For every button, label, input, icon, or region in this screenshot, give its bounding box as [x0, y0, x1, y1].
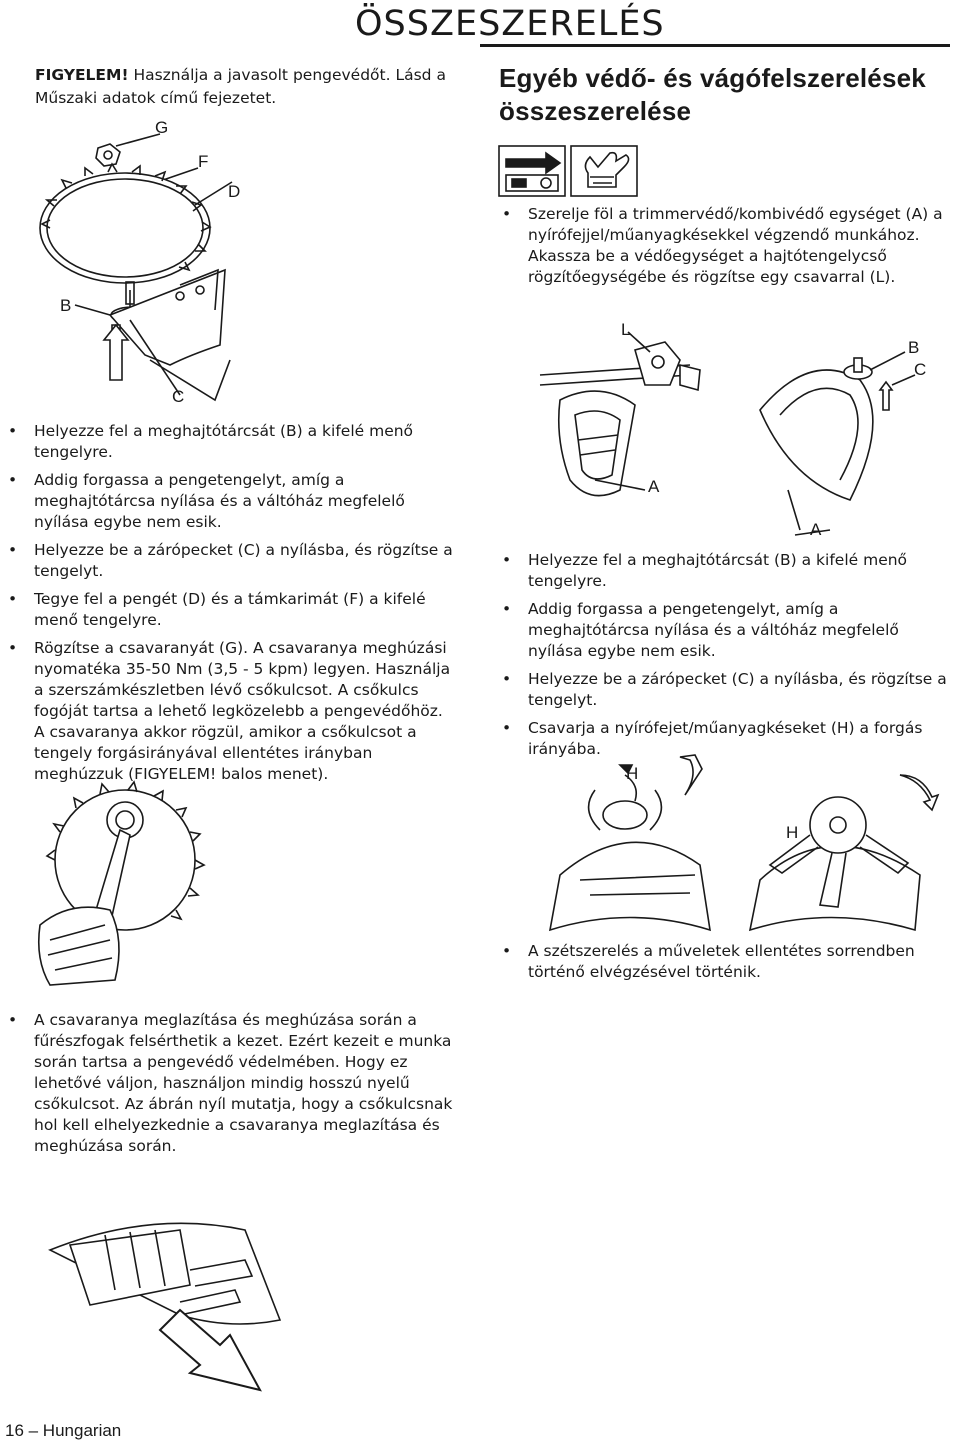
trimmer-guard-figure [540, 330, 950, 550]
trimmer-head-figure [520, 755, 950, 935]
list-item: • Csavarja a nyírófejet/műanyagkéseket (H) a forgás irányába. [502, 718, 952, 760]
left-bottom-list [8, 1010, 458, 1164]
label-b-right: B [908, 338, 920, 357]
label-h-2: H [786, 823, 799, 842]
label-c-right: C [914, 360, 927, 379]
wrench-tightening-figure [30, 780, 450, 990]
tool-icons [498, 145, 640, 197]
label-f: F [198, 152, 209, 171]
label-a-2: A [810, 520, 822, 539]
wrench-position-figure [30, 1190, 310, 1390]
warning-text: Használja a javasolt pengevédőt. Lásd a Műszaki adatok című fejezetet. [35, 66, 446, 107]
left-steps-list [8, 421, 458, 792]
list-item: • A szétszerelés a műveletek ellentétes sorrendben történő elvégzésével történik. [502, 941, 952, 983]
warning-note [35, 64, 455, 110]
label-d: D [228, 182, 241, 201]
warning-label: FIGYELEM! [35, 66, 129, 84]
title-underline [480, 44, 950, 47]
blade-assembly-figure [30, 110, 450, 410]
label-a-1: A [648, 477, 660, 496]
right-steps-list [502, 550, 952, 767]
section-title: Egyéb védő- és vágófelszerelések összeszerelése [499, 63, 926, 126]
label-b: B [60, 296, 72, 315]
list-item: • Helyezze be a zárópecket (C) a nyílásba, és rögzítse a tengelyt. [502, 669, 952, 711]
label-h-1: H [626, 764, 639, 783]
label-g: G [155, 118, 169, 137]
label-l: L [621, 320, 631, 339]
label-c: C [172, 387, 185, 406]
list-item: • Rögzítse a csavaranyát (G). A csavaranya meghúzási nyomatéka 35-50 Nm (3,5 - 5 kpm) legyen. Használja a szerszámkészletben lévő csőkulcsot. A csőkulcs fogóját tartsa a lehető legközelebb a pengevédőhöz. A csavaranya akkor rögzül, amikor a csőkulcsot a tengely forgásirányával ellentétes irányban meghúzzuk (FIGYELEM! balos menet). [8, 638, 458, 785]
list-item: • Addig forgassa a pengetengelyt, amíg a meghajtótárcsa nyílása és a váltóház megfelelő nyílása egybe nem esik. [502, 599, 952, 662]
list-item: • A csavaranya meglazítása és meghúzása során a fűrészfogak felsérthetik a kezet. Ezért kezeit e munka során tartsa a pengevédő védelmében. Hogy ez lehetővé váljon, használjon mindig hosszú nyelű csőkulcsot. Az ábrán nyíl mutatja, hogy a csőkulcsnak hol kell elhelyezkednie a csavaranya meglazítása és meghúzása során. [8, 1010, 458, 1157]
list-item: • Helyezze fel a meghajtótárcsát (B) a kifelé menő tengelyre. [8, 421, 458, 463]
list-item: • Szerelje föl a trimmervédő/kombivédő egységet (A) a nyírófejjel/műanyagkésekkel végzendő munkához. Akassza be a védőegységet a hajtótengelycső rögzítőegységébe és rögzítse egy csavarral (L). [502, 204, 952, 288]
list-item: • Tegye fel a pengét (D) és a támkarimát (F) a kifelé menő tengelyre. [8, 589, 458, 631]
right-bottom-list [502, 941, 952, 990]
right-top-list [502, 204, 952, 295]
list-item: • Addig forgassa a pengetengelyt, amíg a meghajtótárcsa nyílása és a váltóház megfelelő nyílása egybe nem esik. [8, 470, 458, 533]
page-footer: 16 – Hungarian [5, 1421, 122, 1440]
list-item: • Helyezze fel a meghajtótárcsát (B) a kifelé menő tengelyre. [502, 550, 952, 592]
page-title: ÖSSZESZERELÉS [355, 4, 665, 44]
list-item: • Helyezze be a zárópecket (C) a nyílásba, és rögzítse a tengelyt. [8, 540, 458, 582]
